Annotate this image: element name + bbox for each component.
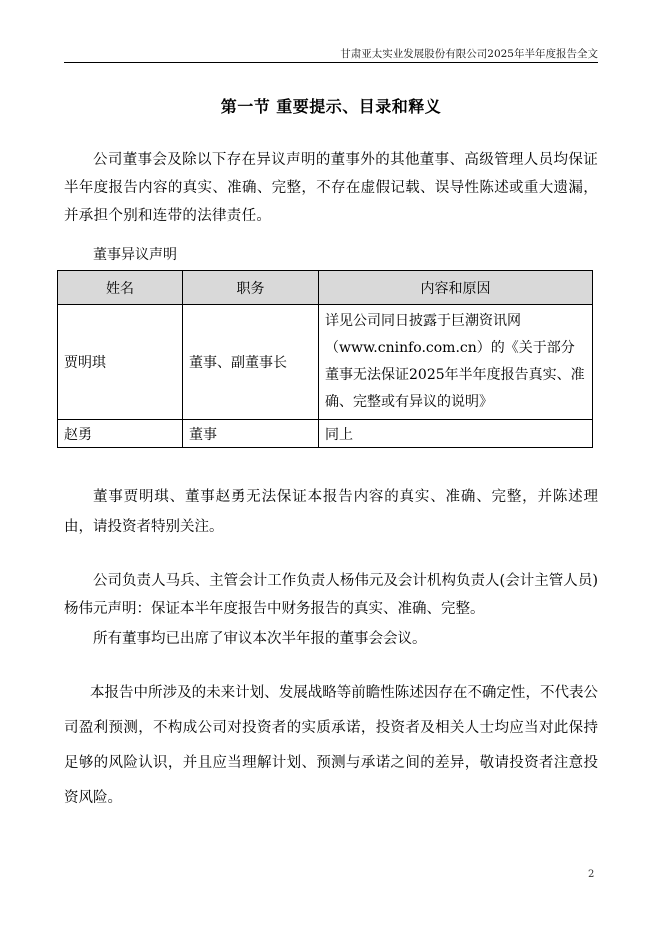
attention-paragraph: 董事贾明琪、董事赵勇无法保证本报告内容的真实、准确、完整，并陈述理由，请投资者特别关注。 <box>64 489 598 535</box>
cell-name: 贾明琪 <box>58 305 183 420</box>
header-position: 职务 <box>183 271 319 305</box>
dissent-caption: 董事异议声明 <box>93 247 177 263</box>
table-row <box>58 305 593 420</box>
table-row <box>58 420 593 448</box>
responsible-persons-statement: 公司负责人马兵、主管会计工作负责人杨伟元及会计机构负责人(会计主管人员)杨伟元声明：保证本半年度报告中财务报告的真实、准确、完整。 <box>64 573 598 617</box>
header-divider <box>64 62 598 63</box>
cell-name: 赵勇 <box>58 420 183 448</box>
cell-reason: 详见公司同日披露于巨潮资讯网（www.cninfo.com.cn）的《关于部分董事无法保证2025年半年度报告真实、准确、完整或有异议的说明》 <box>319 305 593 420</box>
cell-position: 董事 <box>183 420 319 448</box>
header-reason: 内容和原因 <box>319 271 593 305</box>
cell-reason: 同上 <box>319 420 593 448</box>
running-header: 甘肃亚太实业发展股份有限公司2025年半年度报告全文 <box>340 48 598 60</box>
forward-looking-risk: 本报告中所涉及的未来计划、发展战略等前瞻性陈述因存在不确定性，不代表公司盈利预测，不构成公司对投资者的实质承诺，投资者及相关人士均应当对此保持足够的风险认识，并且应当理解计划、预测与承诺之间的差异，敬请投资者注意投资风险。 <box>64 685 598 806</box>
cell-position: 董事、副董事长 <box>183 305 319 420</box>
page-number: 2 <box>588 869 595 880</box>
board-statement: 公司董事会及除以下存在异议声明的董事外的其他董事、高级管理人员均保证半年度报告内容的真实、准确、完整，不存在虚假记载、误导性陈述或重大遗漏，并承担个别和连带的法律责任。 <box>64 152 598 224</box>
table-header-row <box>58 271 593 305</box>
header-name: 姓名 <box>58 271 183 305</box>
dissent-table <box>57 270 593 448</box>
section-title: 第一节 重要提示、目录和释义 <box>220 97 442 116</box>
meeting-attendance: 所有董事均已出席了审议本次半年报的董事会会议。 <box>93 631 427 647</box>
